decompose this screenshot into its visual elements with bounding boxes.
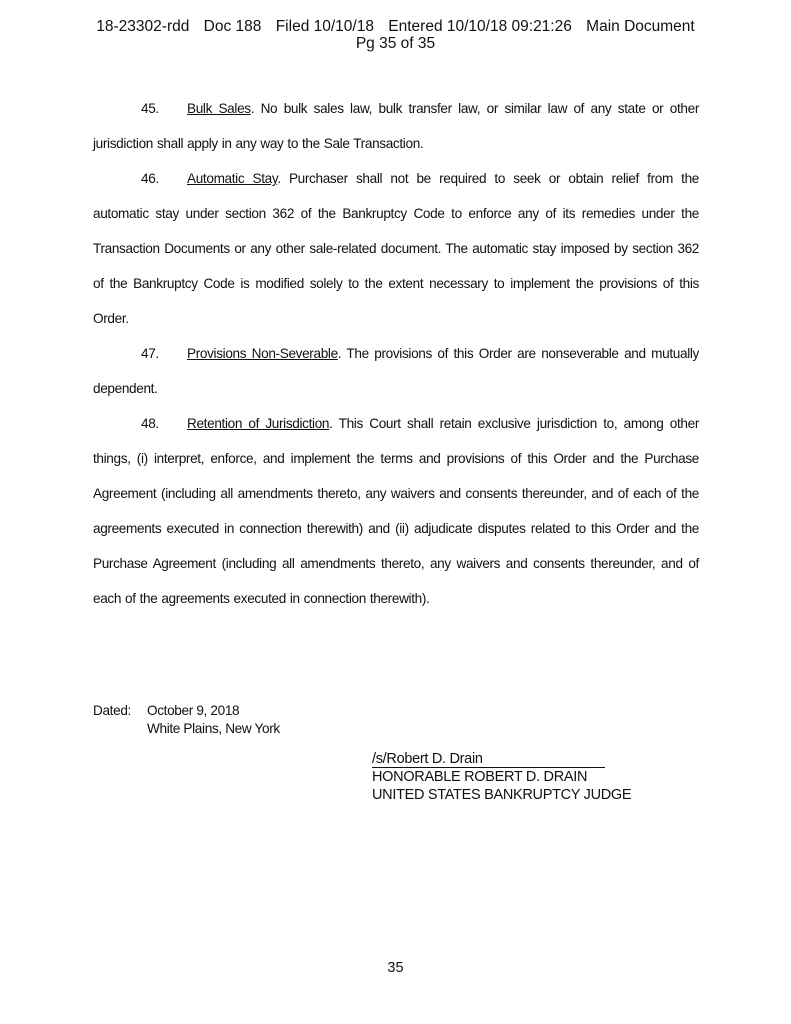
entered-date: Entered 10/10/18 09:21:26 bbox=[388, 18, 572, 35]
filing-header-line bbox=[0, 18, 791, 35]
paragraph-text: . No bulk sales law, bulk transfer law, or similar law of any state or other jurisdiction shall apply in any way to the Sale Transaction. bbox=[93, 101, 700, 151]
paragraph-heading: Bulk Sales bbox=[187, 101, 251, 116]
dated-label: Dated: bbox=[93, 703, 131, 718]
document-type: Main Document bbox=[586, 18, 695, 35]
paragraph-text: . Purchaser shall not be required to seek or obtain relief from the automatic stay under section 362 of the Bankruptcy Code to enforce any of its remedies under the Transaction Documents or any other sale-related document. The automatic stay imposed by section 362 of the Bankruptcy Code is modified solely to the extent necessary to implement the provisions of this Order. bbox=[93, 171, 699, 326]
filed-date: Filed 10/10/18 bbox=[275, 18, 374, 35]
judge-name: HONORABLE ROBERT D. DRAIN bbox=[372, 769, 588, 785]
case-number: 18-23302-rdd bbox=[96, 18, 190, 35]
paragraph-47 bbox=[93, 336, 699, 406]
paragraph-text: . The provisions of this Order are nonseverable and mutually dependent. bbox=[93, 346, 700, 396]
signature-line: /s/Robert D. Drain bbox=[372, 752, 605, 768]
judge-title: UNITED STATES BANKRUPTCY JUDGE bbox=[372, 787, 632, 803]
paragraph-heading: Retention of Jurisdiction bbox=[187, 416, 330, 431]
paragraph-45 bbox=[93, 91, 699, 161]
paragraph-number: 47. bbox=[141, 346, 159, 361]
paragraph-heading: Automatic Stay bbox=[187, 171, 278, 186]
signature-block bbox=[372, 750, 631, 804]
dated-date: October 9, 2018 bbox=[147, 703, 240, 718]
paragraph-46 bbox=[93, 161, 699, 336]
paragraph-heading: Provisions Non-Severable bbox=[187, 346, 338, 361]
dated-block bbox=[93, 702, 280, 738]
paragraph-number: 45. bbox=[141, 101, 159, 116]
paragraph-number: 48. bbox=[141, 416, 159, 431]
page-number: 35 bbox=[387, 960, 404, 976]
doc-number: Doc 188 bbox=[203, 18, 262, 35]
filing-header bbox=[0, 18, 791, 52]
paragraph-48 bbox=[93, 406, 699, 616]
paragraph-text: . This Court shall retain exclusive jurisdiction to, among other things, (i) interpret, enforce, and implement the terms and provisions of this Order and the Purchase Agreement (including all amendments thereto, any waivers and consents thereunder, and of each of the agreements executed in connection therewith) and (ii) adjudicate disputes related to this Order and the Purchase Agreement (including all amendments thereto, any waivers and consents thereunder, and of each of the agreements executed in connection therewith). bbox=[93, 416, 699, 606]
dated-location: White Plains, New York bbox=[147, 721, 280, 736]
paragraph-number: 46. bbox=[141, 171, 159, 186]
page-of-count: Pg 35 of 35 bbox=[355, 35, 436, 52]
